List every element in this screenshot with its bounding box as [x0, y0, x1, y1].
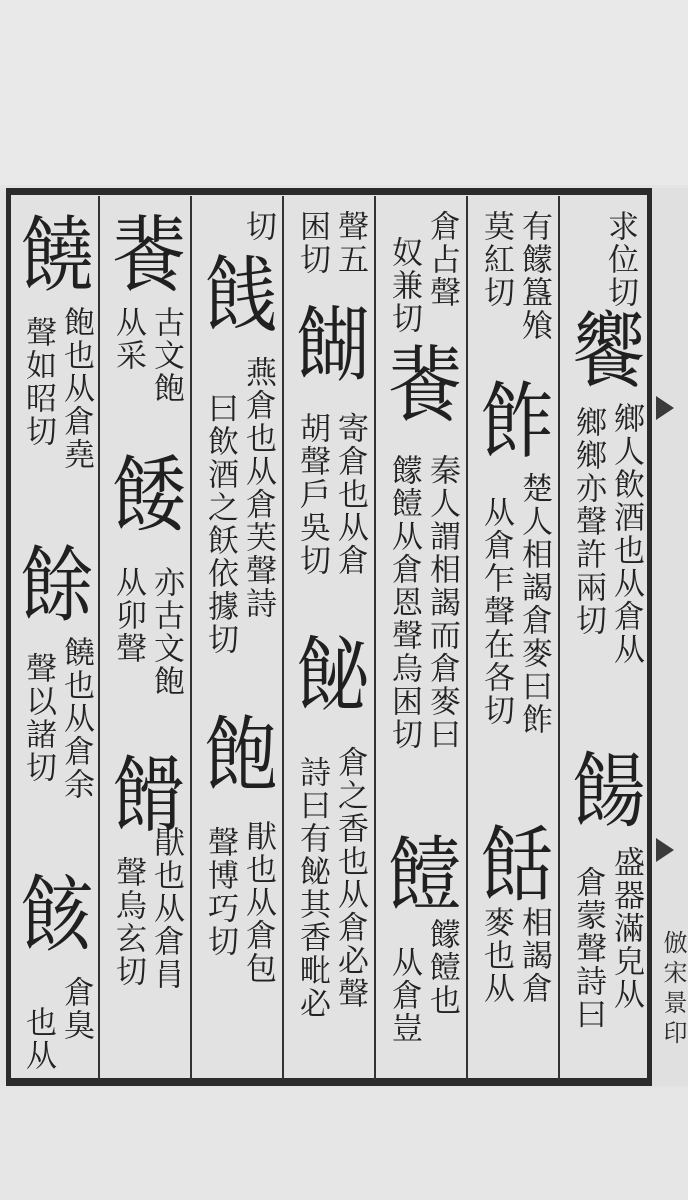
column-text: 从采 — [110, 306, 146, 372]
seal-character: 餬 — [296, 297, 370, 395]
seal-character: 饒 — [20, 207, 94, 305]
column-text: 猒也从倉肙 — [148, 826, 184, 991]
text-column-7 — [10, 206, 100, 1076]
column-text: 聲以諸切 — [20, 652, 56, 784]
column-text: 饛饐从倉恩聲烏困切 — [386, 454, 422, 751]
column-text: 鄉人飲酒也从倉从 — [608, 402, 644, 666]
column-text: 飽也从倉堯 — [58, 306, 94, 471]
seal-character: 餶 — [112, 747, 186, 845]
column-text: 亦古文飽 — [148, 566, 184, 698]
column-text: 燕倉也从倉芙聲詩 — [240, 356, 276, 620]
column-text: 楚人相謁倉麥曰飵 — [516, 472, 552, 736]
column-text: 聲五 — [332, 210, 368, 276]
seal-character: 䬵 — [20, 867, 94, 965]
seal-character: 饗 — [572, 303, 646, 401]
column-text: 倉臭 — [58, 976, 94, 1042]
column-text: 莫紅切 — [478, 210, 514, 309]
column-text: 切 — [240, 210, 276, 243]
fishtail-mark — [656, 838, 674, 862]
column-text: 奴兼切 — [386, 236, 422, 335]
column-text: 求位切 — [602, 210, 638, 309]
column-text: 困切 — [294, 210, 330, 276]
column-text: 鄉鄉亦聲許兩切 — [570, 406, 606, 637]
column-text: 从卯聲 — [110, 566, 146, 665]
seal-character: 飵 — [480, 373, 554, 471]
column-text: 相謁倉 — [516, 906, 552, 1005]
seal-character: 餂 — [480, 817, 554, 915]
seal-character: 䬻 — [204, 247, 278, 345]
text-column-5 — [194, 206, 284, 1076]
seal-character: 餧 — [112, 447, 186, 545]
column-text: 聲博巧切 — [202, 826, 238, 958]
bottom-margin — [0, 1088, 688, 1200]
text-column-3 — [378, 206, 468, 1076]
column-text: 聲烏玄切 — [110, 856, 146, 988]
column-text: 饒也从倉余 — [58, 636, 94, 801]
column-text: 聲如昭切 — [20, 316, 56, 448]
text-column-6 — [102, 206, 192, 1076]
column-text: 饛饐也 — [424, 918, 460, 1017]
column-text: 从倉乍聲在各切 — [478, 496, 514, 727]
text-column-1 — [562, 206, 652, 1076]
column-text: 古文飽 — [148, 306, 184, 405]
seal-character: 餳 — [572, 743, 646, 841]
column-text: 倉蒙聲詩曰 — [570, 866, 606, 1031]
seal-character: 饐 — [388, 827, 462, 925]
column-text: 猒也从倉包 — [240, 820, 276, 985]
column-text: 也从 — [20, 1006, 56, 1072]
column-text: 詩曰有飶其香毗必 — [294, 756, 330, 1020]
column-text: 从倉豈 — [386, 946, 422, 1045]
seal-character: 餥 — [112, 207, 186, 305]
column-text: 秦人謂相謁而倉麥曰 — [424, 454, 460, 751]
column-text: 有饛簋飧 — [516, 210, 552, 342]
column-text: 倉之香也从倉必聲 — [332, 746, 368, 1010]
column-text: 倉占聲 — [424, 210, 460, 309]
seal-character: 飽 — [204, 707, 278, 805]
seal-character: 餘 — [20, 537, 94, 635]
column-text: 胡聲戶吳切 — [294, 412, 330, 577]
top-margin — [0, 0, 688, 185]
edition-label: 倣宋景印 — [659, 930, 687, 1050]
seal-character: 餥 — [388, 337, 462, 435]
seal-character: 飶 — [296, 627, 370, 725]
text-column-4 — [286, 206, 376, 1076]
fishtail-mark — [656, 396, 674, 420]
text-column-2 — [470, 206, 560, 1076]
column-text: 寄倉也从倉 — [332, 412, 368, 577]
column-text: 麥也从 — [478, 906, 514, 1005]
column-text: 盛器滿皃从 — [608, 846, 644, 1011]
column-text: 曰飲酒之飫依據切 — [202, 392, 238, 656]
